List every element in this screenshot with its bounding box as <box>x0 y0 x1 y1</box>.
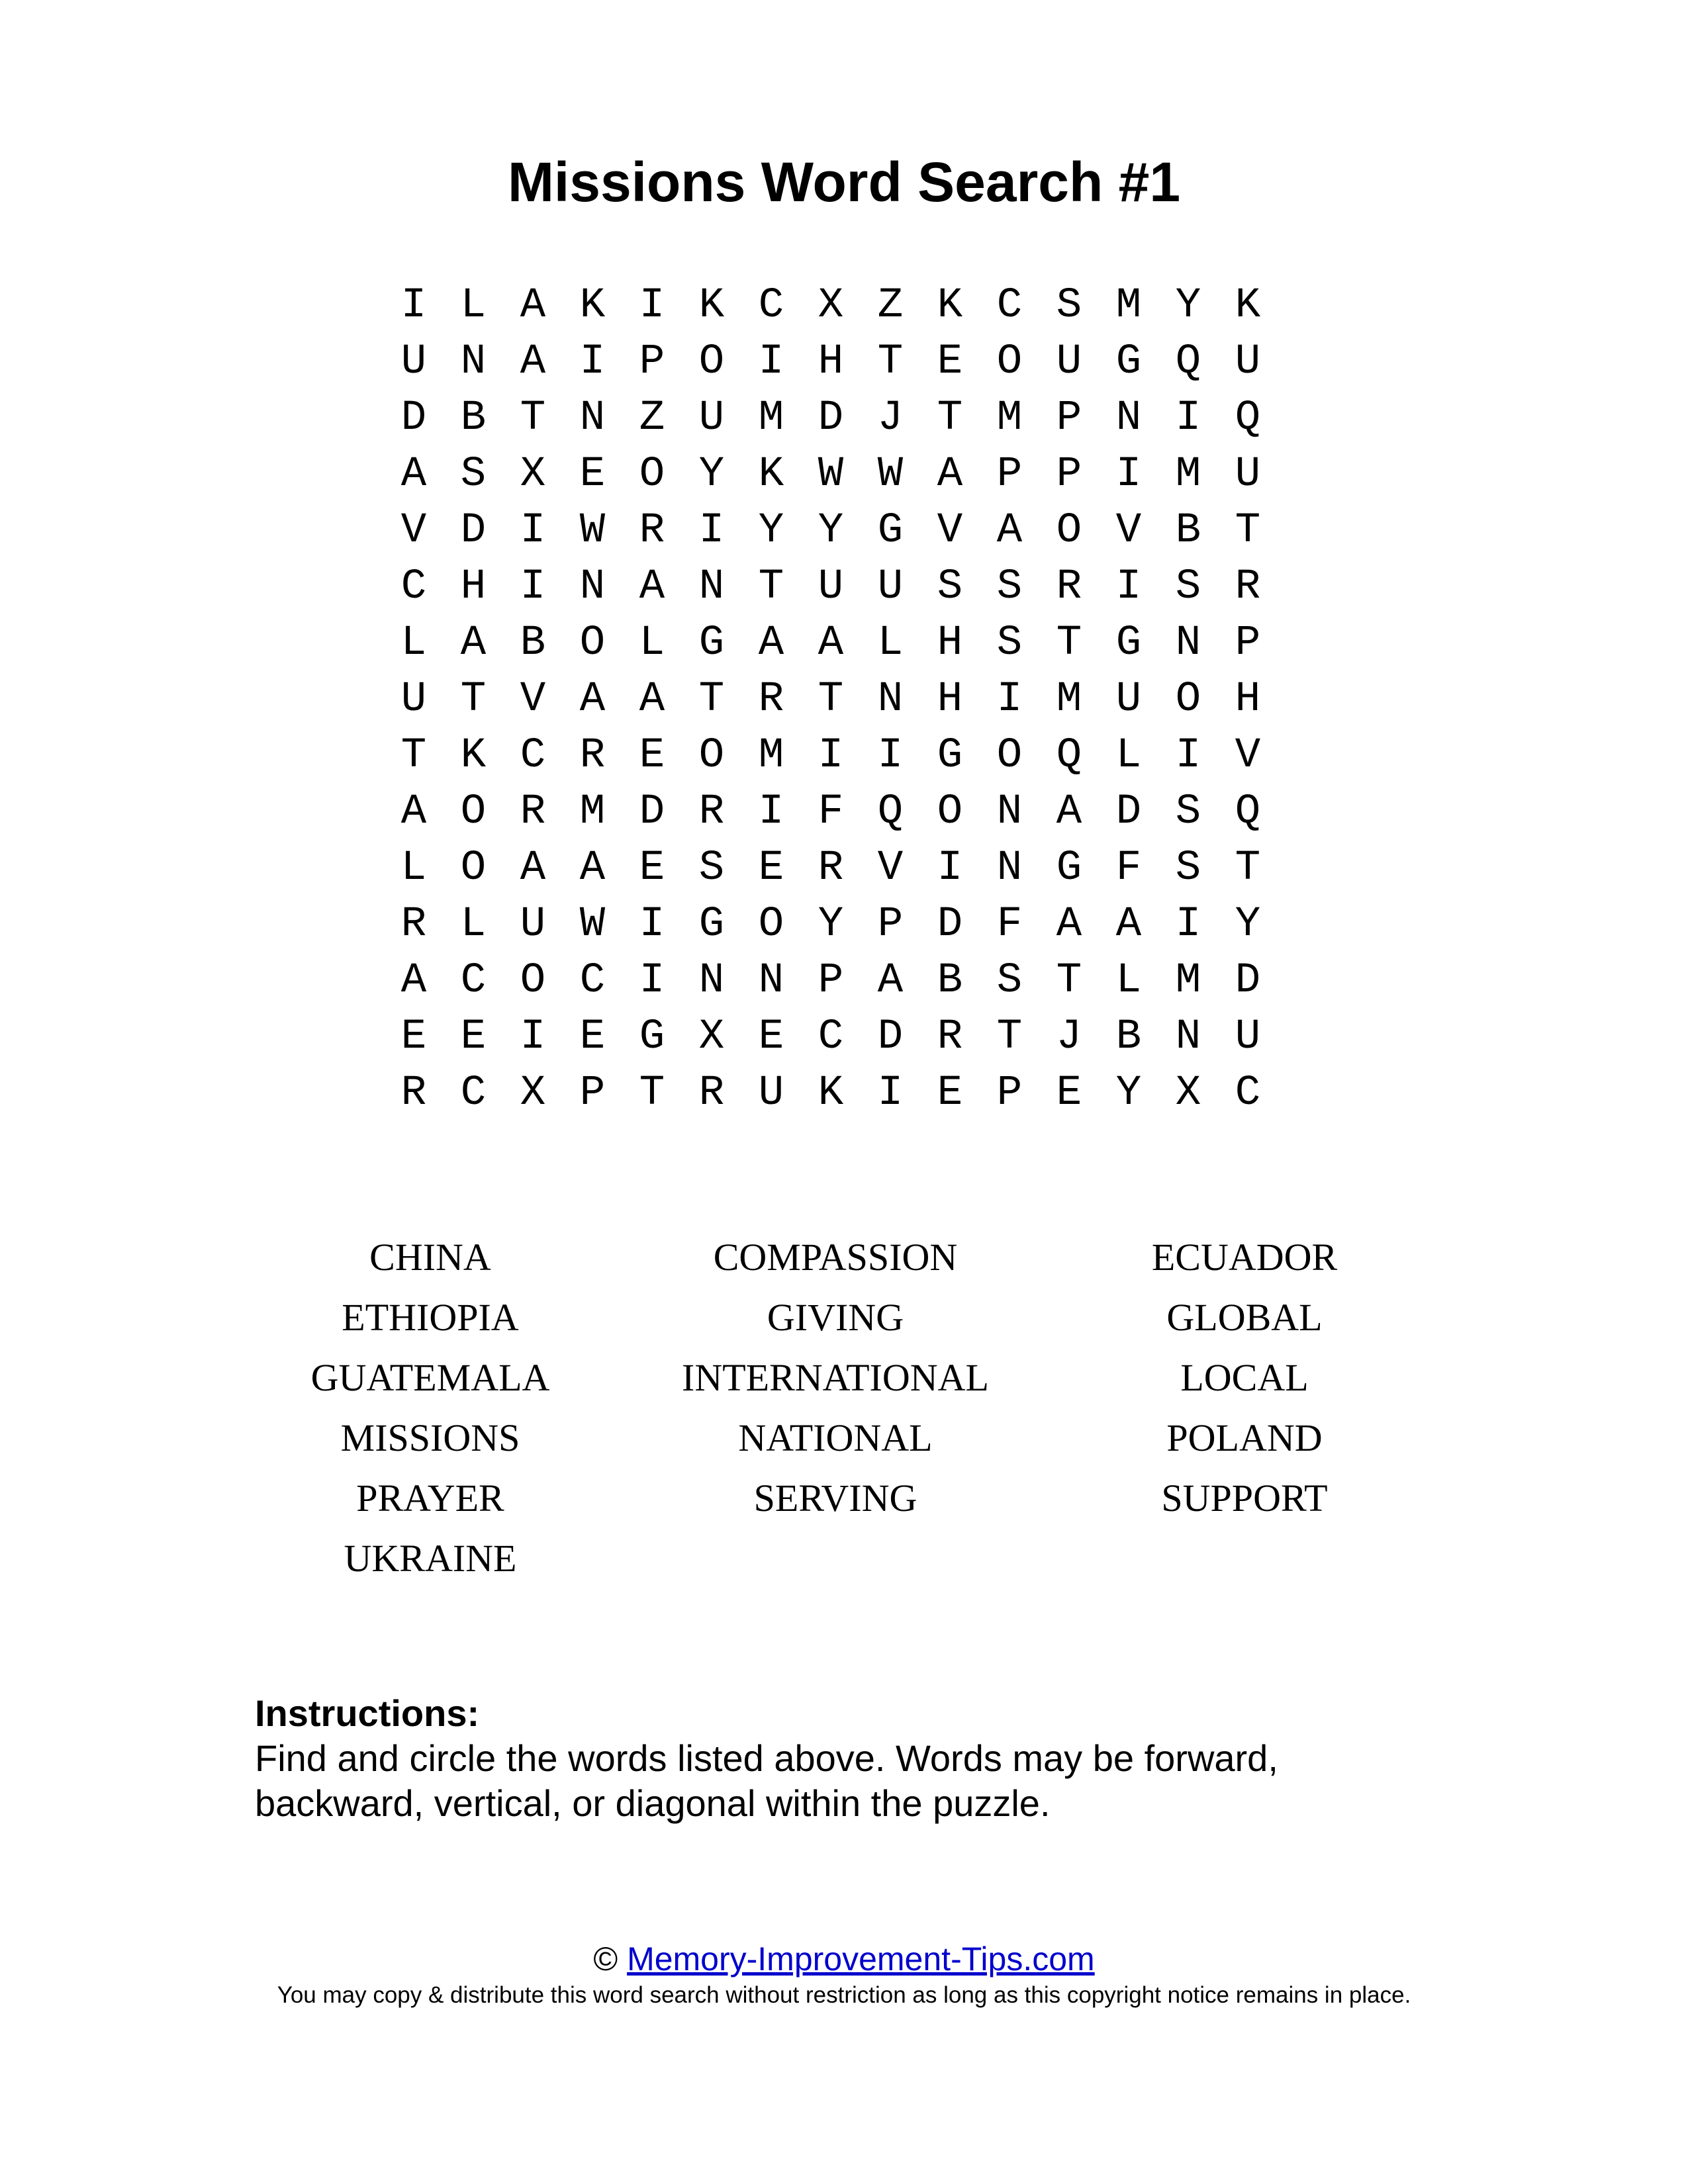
grid-row <box>384 1009 1278 1066</box>
grid-letter: Y <box>698 451 725 498</box>
grid-letter: M <box>758 394 784 442</box>
grid-letter: L <box>1115 957 1142 1005</box>
grid-letter: V <box>520 676 546 723</box>
grid-letter: U <box>1115 676 1142 723</box>
grid-row <box>384 278 1278 334</box>
word-list-item: GUATEMALA <box>310 1356 550 1399</box>
grid-row <box>384 503 1278 559</box>
grid-letter: E <box>400 1013 427 1061</box>
grid-letter: D <box>818 394 844 442</box>
grid-letter: P <box>1056 394 1082 442</box>
grid-letter: T <box>1235 844 1261 892</box>
grid-letter: R <box>758 676 784 723</box>
grid-letter: F <box>818 788 844 836</box>
grid-letter: R <box>1235 563 1261 611</box>
grid-letter: N <box>579 563 606 611</box>
grid-letter: L <box>1115 732 1142 780</box>
grid-letter: H <box>460 563 487 611</box>
grid-letter: L <box>877 619 904 667</box>
grid-letter: R <box>400 901 427 948</box>
grid-letter: A <box>400 957 427 1005</box>
grid-letter: E <box>937 1069 963 1117</box>
grid-letter: I <box>1115 563 1142 611</box>
site-link[interactable]: Memory-Improvement-Tips.com <box>627 1940 1095 1978</box>
grid-letter: T <box>818 676 844 723</box>
footer <box>0 1939 1688 2012</box>
page-title: Missions Word Search #1 <box>507 151 1181 213</box>
grid-letter: A <box>639 676 665 723</box>
grid-letter: O <box>1175 676 1201 723</box>
grid-letter: U <box>1235 451 1261 498</box>
grid-letter: T <box>758 563 784 611</box>
grid-letter: L <box>400 619 427 667</box>
grid-letter: S <box>1175 844 1201 892</box>
grid-letter: C <box>400 563 427 611</box>
grid-letter: Q <box>1056 732 1082 780</box>
grid-letter: I <box>1175 901 1201 948</box>
grid-letter: C <box>460 1069 487 1117</box>
grid-letter: I <box>877 1069 904 1117</box>
grid-letter: O <box>996 338 1023 386</box>
grid-letter: X <box>698 1013 725 1061</box>
grid-letter: S <box>937 563 963 611</box>
grid-letter: O <box>698 338 725 386</box>
grid-letter: T <box>400 732 427 780</box>
grid-letter: I <box>758 338 784 386</box>
grid-letter: W <box>877 451 904 498</box>
grid-letter: K <box>818 1069 844 1117</box>
grid-letter: I <box>1175 394 1201 442</box>
instructions-heading: Instructions: <box>255 1692 480 1734</box>
grid-letter: G <box>1115 619 1142 667</box>
word-list-item: GIVING <box>767 1296 904 1339</box>
grid-letter: Q <box>1235 788 1261 836</box>
grid-letter: S <box>996 563 1023 611</box>
grid-letter: T <box>996 1013 1023 1061</box>
grid-letter: R <box>579 732 606 780</box>
grid-letter: U <box>1235 1013 1261 1061</box>
grid-letter: O <box>520 957 546 1005</box>
grid-letter: J <box>877 394 904 442</box>
grid-letter: I <box>639 282 665 330</box>
grid-letter: Y <box>1115 1069 1142 1117</box>
grid-letter: W <box>579 901 606 948</box>
grid-letter: I <box>1115 451 1142 498</box>
grid-letter: Q <box>1235 394 1261 442</box>
grid-letter: U <box>818 563 844 611</box>
grid-letter: B <box>520 619 546 667</box>
grid-letter: K <box>698 282 725 330</box>
grid-letter: U <box>400 676 427 723</box>
grid-letter: D <box>460 507 487 555</box>
grid-letter: M <box>1175 451 1201 498</box>
grid-letter: O <box>937 788 963 836</box>
grid-letter: U <box>400 338 427 386</box>
grid-letter: L <box>460 901 487 948</box>
grid-letter: Z <box>639 394 665 442</box>
grid-letter: N <box>1115 394 1142 442</box>
grid-letter: A <box>400 788 427 836</box>
grid-letter: V <box>937 507 963 555</box>
grid-letter: C <box>1235 1069 1261 1117</box>
grid-letter: O <box>579 619 606 667</box>
grid-letter: G <box>698 619 725 667</box>
grid-letter: T <box>937 394 963 442</box>
grid-letter: M <box>1115 282 1142 330</box>
grid-letter: H <box>937 676 963 723</box>
grid-letter: L <box>639 619 665 667</box>
grid-letter: I <box>520 1013 546 1061</box>
grid-letter: U <box>698 394 725 442</box>
instructions-line-2: backward, vertical, or diagonal within the puzzle. <box>255 1782 1051 1824</box>
grid-letter: W <box>818 451 844 498</box>
grid-letter: T <box>698 676 725 723</box>
grid-letter: W <box>579 507 606 555</box>
grid-letter: V <box>400 507 427 555</box>
word-list-item: POLAND <box>1166 1416 1323 1459</box>
grid-letter: N <box>758 957 784 1005</box>
grid-letter: E <box>1056 1069 1082 1117</box>
grid-letter: C <box>460 957 487 1005</box>
grid-letter: X <box>818 282 844 330</box>
grid-letter: Y <box>1175 282 1201 330</box>
grid-letter: N <box>996 788 1023 836</box>
grid-letter: I <box>400 282 427 330</box>
grid-letter: O <box>460 788 487 836</box>
grid-letter: P <box>818 957 844 1005</box>
grid-letter: B <box>1175 507 1201 555</box>
grid-letter: I <box>877 732 904 780</box>
grid-letter: S <box>698 844 725 892</box>
word-list-item: LOCAL <box>1180 1356 1309 1399</box>
grid-letter: D <box>937 901 963 948</box>
grid-letter: T <box>1235 507 1261 555</box>
grid-letter: G <box>937 732 963 780</box>
grid-letter: R <box>639 507 665 555</box>
grid-letter: E <box>758 844 784 892</box>
grid-letter: A <box>520 282 546 330</box>
grid-letter: V <box>877 844 904 892</box>
grid-letter: A <box>579 676 606 723</box>
grid-letter: P <box>1235 619 1261 667</box>
grid-letter: E <box>758 1013 784 1061</box>
grid-letter: M <box>1056 676 1082 723</box>
grid-letter: G <box>698 901 725 948</box>
grid-letter: I <box>698 507 725 555</box>
grid-letter: R <box>698 1069 725 1117</box>
word-list-item: MISSIONS <box>340 1416 520 1459</box>
word-list-item: GLOBAL <box>1166 1296 1323 1339</box>
word-list-item: UKRAINE <box>344 1537 517 1580</box>
grid-letter: A <box>520 844 546 892</box>
grid-letter: I <box>520 507 546 555</box>
grid-letter: T <box>1056 957 1082 1005</box>
grid-letter: X <box>1175 1069 1201 1117</box>
grid-letter: Q <box>1175 338 1201 386</box>
grid-letter: I <box>758 788 784 836</box>
grid-letter: M <box>996 394 1023 442</box>
grid-letter: F <box>996 901 1023 948</box>
grid-letter: C <box>579 957 606 1005</box>
grid-letter: S <box>1175 788 1201 836</box>
grid-letter: G <box>1115 338 1142 386</box>
grid-letter: K <box>579 282 606 330</box>
grid-letter: R <box>937 1013 963 1061</box>
copyright-line <box>0 1939 1688 1979</box>
grid-letter: T <box>520 394 546 442</box>
grid-letter: A <box>639 563 665 611</box>
grid-letter: H <box>1235 676 1261 723</box>
grid-letter: N <box>1175 619 1201 667</box>
grid-letter: T <box>1056 619 1082 667</box>
grid-letter: A <box>1056 788 1082 836</box>
grid-letter: A <box>1115 901 1142 948</box>
grid-letter: I <box>639 901 665 948</box>
grid-letter: N <box>579 394 606 442</box>
word-list-item: SERVING <box>753 1477 917 1520</box>
grid-letter: S <box>996 957 1023 1005</box>
grid-letter: U <box>758 1069 784 1117</box>
word-list-item: ETHIOPIA <box>342 1296 519 1339</box>
grid-letter: I <box>996 676 1023 723</box>
grid-letter: Y <box>818 901 844 948</box>
grid-letter: D <box>1235 957 1261 1005</box>
grid-letter: E <box>579 451 606 498</box>
grid-letter: Y <box>758 507 784 555</box>
instructions-line-1: Find and circle the words listed above. Words may be forward, <box>255 1737 1278 1779</box>
grid-letter: X <box>520 1069 546 1117</box>
grid-letter: J <box>1056 1013 1082 1061</box>
grid-row <box>384 728 1278 784</box>
grid-letter: E <box>937 338 963 386</box>
grid-letter: G <box>1056 844 1082 892</box>
grid-letter: D <box>400 394 427 442</box>
grid-letter: R <box>818 844 844 892</box>
grid-letter: T <box>460 676 487 723</box>
grid-letter: K <box>937 282 963 330</box>
grid-letter: N <box>877 676 904 723</box>
grid-letter: A <box>579 844 606 892</box>
instructions-block <box>255 1691 1446 1826</box>
grid-letter: T <box>877 338 904 386</box>
grid-row <box>384 897 1278 953</box>
grid-letter: G <box>639 1013 665 1061</box>
grid-letter: S <box>996 619 1023 667</box>
grid-letter: C <box>996 282 1023 330</box>
word-list-item: ECUADOR <box>1151 1236 1338 1279</box>
grid-letter: O <box>639 451 665 498</box>
grid-letter: A <box>520 338 546 386</box>
word-search-grid <box>384 278 1278 1122</box>
grid-letter: I <box>818 732 844 780</box>
grid-letter: U <box>1056 338 1082 386</box>
grid-letter: R <box>520 788 546 836</box>
grid-letter: E <box>639 732 665 780</box>
grid-letter: A <box>996 507 1023 555</box>
grid-row <box>384 1066 1278 1122</box>
grid-letter: A <box>460 619 487 667</box>
grid-letter: C <box>758 282 784 330</box>
grid-letter: R <box>698 788 725 836</box>
grid-letter: Y <box>818 507 844 555</box>
grid-letter: N <box>698 563 725 611</box>
grid-letter: P <box>996 1069 1023 1117</box>
grid-row <box>384 615 1278 672</box>
grid-row <box>384 447 1278 503</box>
grid-letter: E <box>639 844 665 892</box>
grid-row <box>384 672 1278 728</box>
grid-letter: Y <box>1235 901 1261 948</box>
grid-letter: M <box>579 788 606 836</box>
grid-row <box>384 390 1278 447</box>
word-list-item: COMPASSION <box>713 1236 958 1279</box>
grid-letter: P <box>1056 451 1082 498</box>
grid-letter: F <box>1115 844 1142 892</box>
grid-row <box>384 334 1278 390</box>
grid-letter: E <box>460 1013 487 1061</box>
grid-letter: N <box>1175 1013 1201 1061</box>
grid-letter: B <box>460 394 487 442</box>
grid-letter: M <box>1175 957 1201 1005</box>
grid-letter: R <box>1056 563 1082 611</box>
grid-letter: X <box>520 451 546 498</box>
grid-letter: A <box>758 619 784 667</box>
grid-letter: P <box>579 1069 606 1117</box>
grid-letter: H <box>818 338 844 386</box>
grid-row <box>384 784 1278 841</box>
grid-letter: C <box>520 732 546 780</box>
grid-letter: U <box>1235 338 1261 386</box>
grid-letter: L <box>400 844 427 892</box>
grid-letter: O <box>460 844 487 892</box>
grid-row <box>384 841 1278 897</box>
grid-letter: O <box>698 732 725 780</box>
grid-letter: G <box>877 507 904 555</box>
grid-letter: N <box>698 957 725 1005</box>
copyright-notice: You may copy & distribute this word search without restriction as long as this copyright notice remains in place. <box>277 1982 1411 2008</box>
grid-letter: C <box>818 1013 844 1061</box>
copyright-symbol: © <box>593 1940 618 1978</box>
grid-letter: A <box>877 957 904 1005</box>
word-list-item: SUPPORT <box>1161 1477 1328 1520</box>
grid-letter: U <box>877 563 904 611</box>
grid-letter: A <box>937 451 963 498</box>
grid-letter: I <box>520 563 546 611</box>
grid-letter: T <box>639 1069 665 1117</box>
grid-letter: B <box>937 957 963 1005</box>
grid-letter: R <box>400 1069 427 1117</box>
grid-letter: I <box>639 957 665 1005</box>
grid-letter: P <box>877 901 904 948</box>
grid-letter: I <box>1175 732 1201 780</box>
grid-row <box>384 559 1278 615</box>
word-list-item: INTERNATIONAL <box>682 1356 989 1399</box>
grid-letter: U <box>520 901 546 948</box>
grid-letter: D <box>639 788 665 836</box>
grid-letter: K <box>1235 282 1261 330</box>
grid-letter: H <box>937 619 963 667</box>
grid-letter: P <box>639 338 665 386</box>
grid-letter: V <box>1235 732 1261 780</box>
grid-letter: Z <box>877 282 904 330</box>
word-list-item: CHINA <box>369 1236 491 1279</box>
grid-letter: S <box>460 451 487 498</box>
word-list-item: NATIONAL <box>738 1416 933 1459</box>
grid-letter: O <box>758 901 784 948</box>
grid-letter: L <box>460 282 487 330</box>
grid-letter: M <box>758 732 784 780</box>
grid-letter: V <box>1115 507 1142 555</box>
grid-letter: N <box>996 844 1023 892</box>
word-list-item: PRAYER <box>356 1477 504 1520</box>
grid-letter: P <box>996 451 1023 498</box>
grid-letter: O <box>996 732 1023 780</box>
grid-letter: I <box>579 338 606 386</box>
grid-letter: S <box>1175 563 1201 611</box>
grid-letter: B <box>1115 1013 1142 1061</box>
grid-letter: A <box>1056 901 1082 948</box>
grid-letter: Q <box>877 788 904 836</box>
grid-letter: E <box>579 1013 606 1061</box>
grid-letter: I <box>937 844 963 892</box>
grid-letter: A <box>818 619 844 667</box>
grid-letter: K <box>460 732 487 780</box>
grid-letter: D <box>877 1013 904 1061</box>
grid-letter: D <box>1115 788 1142 836</box>
grid-letter: O <box>1056 507 1082 555</box>
grid-letter: A <box>400 451 427 498</box>
grid-letter: S <box>1056 282 1082 330</box>
grid-row <box>384 953 1278 1009</box>
grid-letter: N <box>460 338 487 386</box>
grid-letter: K <box>758 451 784 498</box>
